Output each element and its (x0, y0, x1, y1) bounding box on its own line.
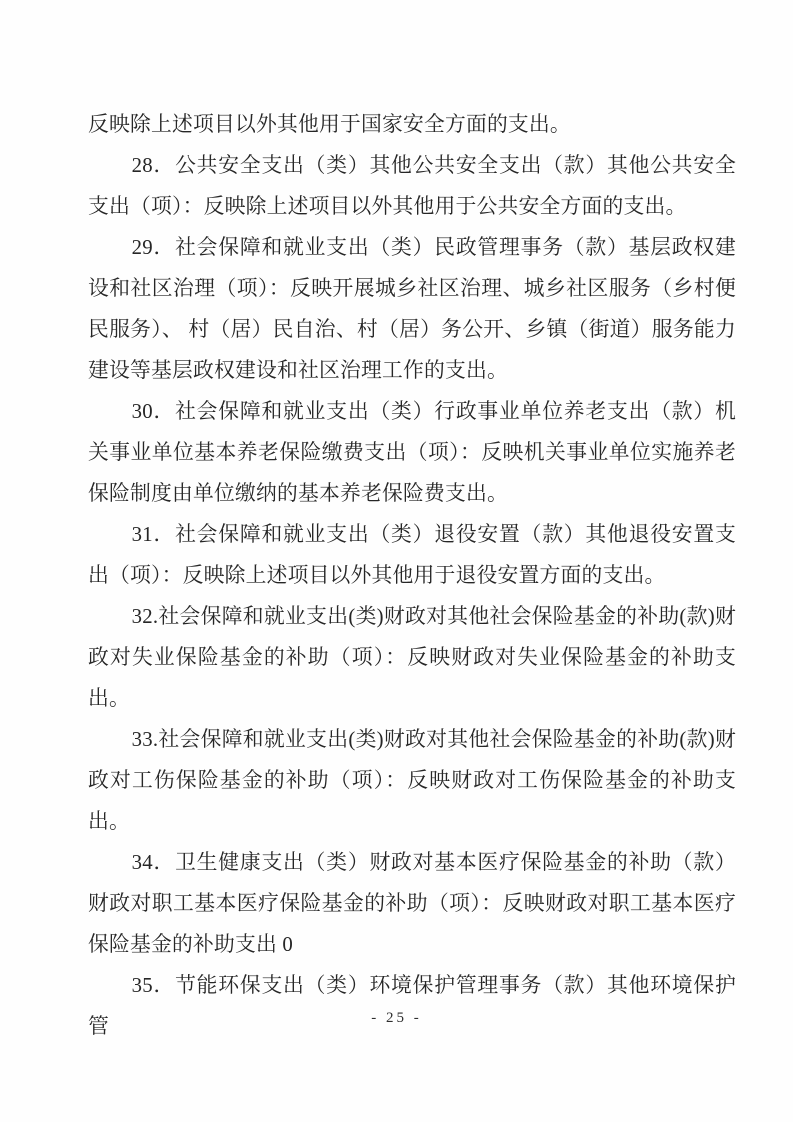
paragraph-32: 32.社会保障和就业支出(类)财政对其他社会保险基金的补助(款)财政对失业保险基金的补助（项）：反映财政对失业保险基金的补助支出。 (88, 605, 736, 710)
paragraph-28: 28．公共安全支出（类）其他公共安全支出（款）其他公共安全支出（项）：反映除上述项目以外其他用于公共安全方面的支出。 (88, 154, 736, 218)
paragraph-35: 35．节能环保支出（类）环境保护管理事务（款）其他环境保护管 (88, 974, 736, 1038)
paragraph-33: 33.社会保障和就业支出(类)财政对其他社会保险基金的补助(款)财政对工伤保险基金的补助（项）：反映财政对工伤保险基金的补助支出。 (88, 728, 736, 833)
paragraph-31: 31．社会保障和就业支出（类）退役安置（款）其他退役安置支出（项）：反映除上述项目以外其他用于退役安置方面的支出。 (88, 523, 736, 587)
page-number: - 25 - (371, 1010, 422, 1026)
paragraph-30: 30．社会保障和就业支出（类）行政事业单位养老支出（款）机关事业单位基本养老保险缴费支出（项）：反映机关事业单位实施养老保险制度由单位缴纳的基本养老保险费支出。 (88, 400, 736, 505)
paragraph-29: 29．社会保障和就业支出（类）民政管理事务（款）基层政权建设和社区治理（项）：反映开展城乡社区治理、城乡社区服务（乡村便民服务）、 村（居）民自治、村（居）务公开、乡镇（街道）服务能力建设等基层政权建设和社区治理工作的支出。 (88, 236, 736, 382)
paragraph-continuation: 反映除上述项目以外其他用于国家安全方面的支出。 (88, 113, 571, 136)
paragraph-34: 34．卫生健康支出（类）财政对基本医疗保险基金的补助（款）财政对职工基本医疗保险基金的补助（项）：反映财政对职工基本医疗保险基金的补助支出 0 (88, 851, 736, 956)
text-block (88, 104, 736, 1047)
